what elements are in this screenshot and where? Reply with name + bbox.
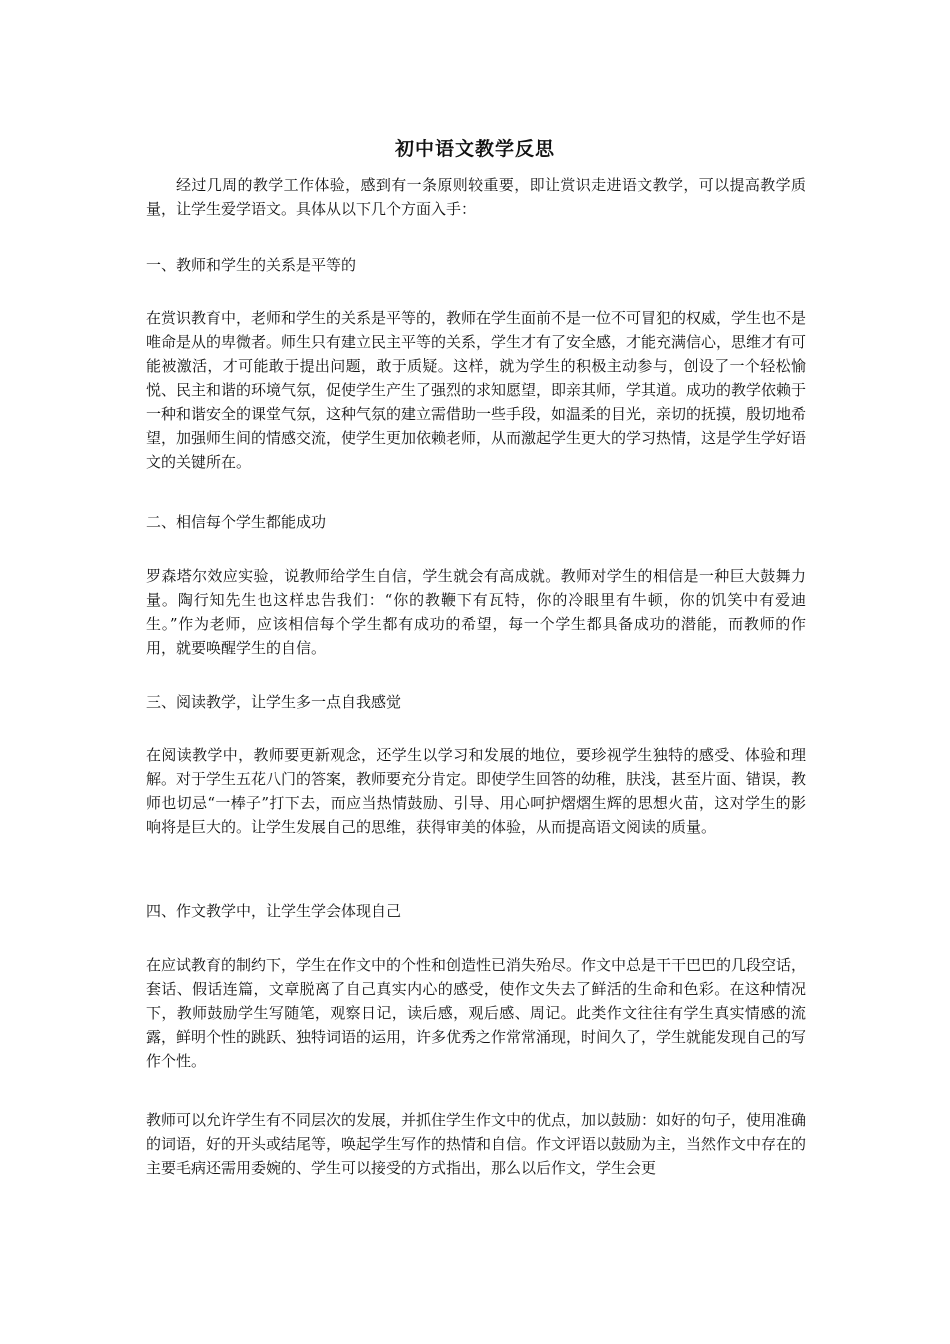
section-heading-3: 三、阅读教学，让学生多一点自我感觉 [146,693,402,711]
closing-paragraph: 教师可以允许学生有不同层次的发展，并抓住学生作文中的优点，加以鼓励：如好的句子，使用准确的词语，好的开头或结尾等，唤起学生写作的热情和自信。作文评语以鼓励为主，当然作文中存在的主要毛病还需用委婉的、学生可以接受的方式指出，那么以后作文，学生会更 [146,1111,807,1177]
section-body-4: 在应试教育的制约下，学生在作文中的个性和创造性已消失殆尽。作文中总是干干巴巴的几段空话，套话、假话连篇，文章脱离了自己真实内心的感受，使作文失去了鲜活的生命和色彩。在这种情况下，教师鼓励学生写随笔，观察日记，读后感，观后感、周记。此类作文往往有学生真实情感的流露，鲜明个性的跳跃、独特词语的运用，许多优秀之作常常涌现，时间久了，学生就能发现自己的写作个性。 [146,956,807,1070]
section-heading-2: 二、相信每个学生都能成功 [146,513,327,531]
section-body-2: 罗森塔尔效应实验，说教师给学生自信，学生就会有高成就。教师对学生的相信是一种巨大鼓舞力量。陶行知先生也这样忠告我们：“你的教鞭下有瓦特，你的冷眼里有牛顿，你的饥笑中有爱迪生。”作为老师，应该相信每个学生都有成功的希望，每一个学生都具备成功的潜能，而教师的作用，就要唤醒学生的自信。 [146,567,806,657]
section-heading-1: 一、教师和学生的关系是平等的 [146,256,357,274]
document-title: 初中语文教学反思 [394,138,555,160]
intro-paragraph: 经过几周的教学工作体验，感到有一条原则较重要，即让赏识走进语文教学，可以提高教学质量，让学生爱学语文。具体从以下几个方面入手： [146,176,806,218]
section-body-3: 在阅读教学中，教师要更新观念，还学生以学习和发展的地位，要珍视学生独特的感受、体验和理解。对于学生五花八门的答案，教师要充分肯定。即使学生回答的幼稚，肤浅，甚至片面、错误，教师也切忌“一棒子”打下去，而应当热情鼓励、引导、用心呵护熠熠生辉的思想火苗，这对学生的影响将是巨大的。让学生发展自己的思维，获得审美的体验，从而提高语文阅读的质量。 [146,746,807,836]
section-body-1: 在赏识教育中，老师和学生的关系是平等的，教师在学生面前不是一位不可冒犯的权威，学生也不是唯命是从的卑微者。师生只有建立民主平等的关系，学生才有了安全感，才能充满信心，思维才有可能被激活，才可能敢于提出问题，敢于质疑。这样，就为学生的积极主动参与，创设了一个轻松愉悦、民主和谐的环境气氛，促使学生产生了强烈的求知愿望，即亲其师，学其道。成功的教学依赖于一种和谐安全的课堂气氛，这种气氛的建立需借助一些手段，如温柔的目光，亲切的抚摸，殷切地希望，加强师生间的情感交流，使学生更加依赖老师，从而激起学生更大的学习热情，这是学生学好语文的关键所在。 [146,309,807,471]
section-heading-4: 四、作文教学中，让学生学会体现自己 [146,902,402,920]
